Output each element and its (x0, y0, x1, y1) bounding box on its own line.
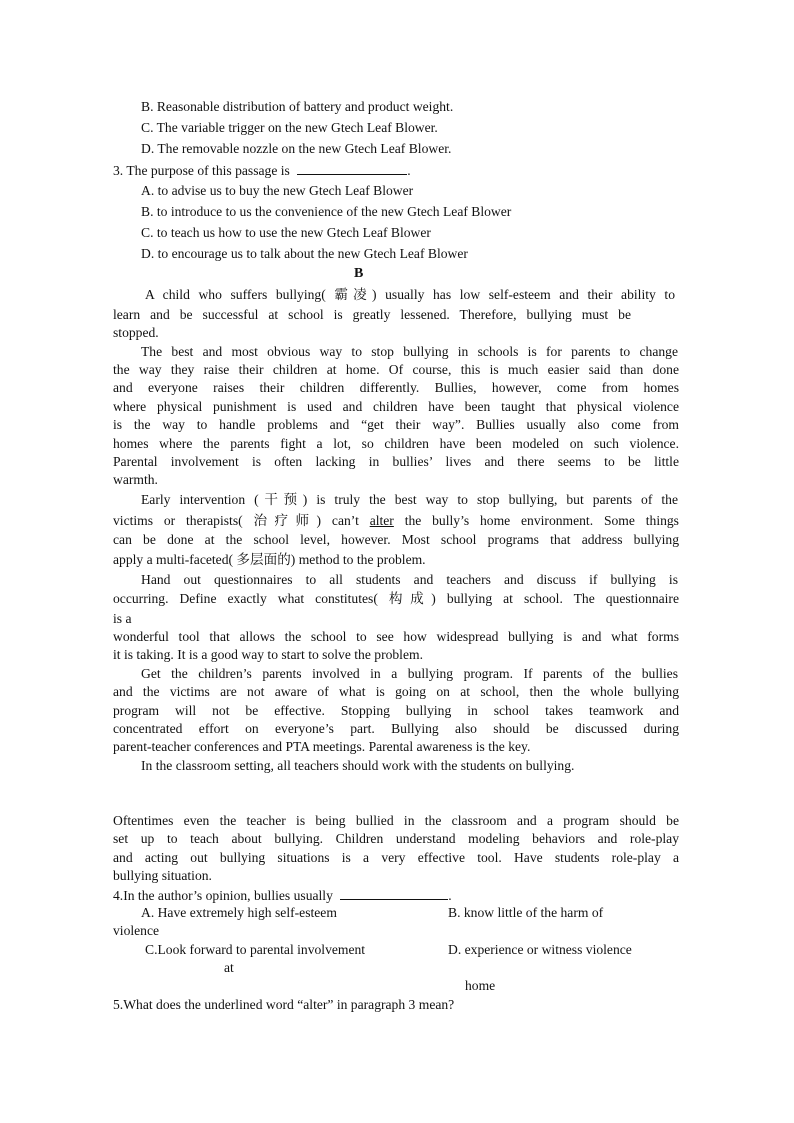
p2-line-5: is the way to handle problems and “get their way”. Bullies usually also come from (113, 417, 679, 432)
p2-line-3: and everyone raises their children differently. Bullies, however, come from homes (113, 380, 679, 395)
q3-option-a: A. to advise us to buy the new Gtech Leaf Blower (141, 183, 414, 198)
p5-line-5: parent-teacher conferences and PTA meetings. Parental awareness is the key. (113, 739, 531, 754)
p7-line-3: and acting out bullying situations is a very effective tool. Have students role-play a (113, 850, 679, 865)
p7-line-4: bullying situation. (113, 868, 212, 883)
p5-line-4: concentrated effort on everyone’s part. Bullying also should be discussed during (113, 721, 679, 736)
q4-option-d-at: at (224, 960, 234, 975)
p1-line-2: learn and be successful at school is greatly lessened. Therefore, bullying must be (113, 307, 631, 322)
q3-option-d: D. to encourage us to talk about the new Gtech Leaf Blower (141, 246, 468, 261)
p5-line-2: and the victims are not aware of what is going on at school, then the whole bullying (113, 684, 679, 699)
answer-blank (340, 886, 448, 900)
p2-line-2: the way they raise their children at home. Of course, this is much easier said than done (113, 362, 679, 377)
q4-option-a: A. Have extremely high self-esteem (141, 905, 337, 920)
p5-line-1: Get the children’s parents involved in a bullying program. If parents of the bullies (141, 666, 678, 681)
section-heading: B (354, 266, 364, 281)
q4-stem (113, 886, 452, 905)
p2-line-1: The best and most obvious way to stop bullying in schools is for parents to change (141, 344, 678, 359)
q2-option-d: D. The removable nozzle on the new Gtech Leaf Blower. (141, 141, 452, 156)
p3-line-2-pre: victims or therapists( 治疗师) can’t (113, 513, 359, 528)
q4-stem-text: 4.In the author’s opinion, bullies usually (113, 888, 333, 903)
q4-option-d: D. experience or witness violence (448, 942, 632, 957)
p4-line-5: it is taking. It is a good way to start to solve the problem. (113, 647, 423, 662)
p7-line-1: Oftentimes even the teacher is being bullied in the classroom and a program should be (113, 813, 679, 828)
p1-line-1: A child who suffers bullying( 霸凌) usually has low self-esteem and their ability to (145, 287, 675, 302)
q4-option-c: C.Look forward to parental involvement (145, 942, 366, 957)
p3-line-4: apply a multi-faceted( 多层面的) method to the problem. (113, 552, 426, 567)
q4-option-b-continued: violence (113, 923, 160, 938)
q5-stem: 5.What does the underlined word “alter” in paragraph 3 mean? (113, 997, 455, 1012)
answer-blank (297, 161, 407, 175)
p2-line-4: where physical punishment is used and children have been taught that physical violence (113, 399, 679, 414)
p3-line-1: Early intervention (干预) is truly the best way to stop bullying, but parents of the (141, 492, 678, 507)
q3-stem-end: . (407, 163, 411, 178)
q3-option-c: C. to teach us how to use the new Gtech Leaf Blower (141, 225, 431, 240)
p3-line-2 (113, 512, 679, 530)
p4-line-3: is a (113, 611, 132, 626)
p2-line-8: warmth. (113, 472, 158, 487)
q3-stem (113, 161, 411, 180)
p3-line-3: can be done at the school level, however. Most school programs that address bullying (113, 532, 679, 547)
p4-line-4: wonderful tool that allows the school to see how widespread bullying is and what forms (113, 629, 679, 644)
q3-stem-text: 3. The purpose of this passage is (113, 163, 290, 178)
q4-stem-end: . (448, 888, 452, 903)
q2-option-c: C. The variable trigger on the new Gtech Leaf Blower. (141, 120, 438, 135)
p5-line-3: program will not be effective. Stopping bullying in school takes teamwork and (113, 703, 679, 718)
q2-option-b: B. Reasonable distribution of battery and product weight. (141, 99, 454, 114)
q3-option-b: B. to introduce to us the convenience of the new Gtech Leaf Blower (141, 204, 512, 219)
p2-line-7: Parental involvement is often lacking in bullies’ lives and there seems to be little (113, 454, 679, 469)
underlined-word: alter (369, 513, 394, 528)
p4-line-1: Hand out questionnaires to all students and teachers and discuss if bullying is (141, 572, 678, 587)
p1-line-3: stopped. (113, 325, 159, 340)
q4-option-d-home: home (465, 978, 496, 993)
p7-line-2: set up to teach about bullying. Children understand modeling behaviors and role-play (113, 831, 679, 846)
q4-option-b: B. know little of the harm of (448, 905, 604, 920)
p3-line-2-post: the bully’s home environment. Some things (404, 513, 679, 528)
p4-line-2: occurring. Define exactly what constitutes( 构成) bullying at school. The questionnaire (113, 591, 679, 606)
p6-line-1: In the classroom setting, all teachers should work with the students on bullying. (141, 758, 575, 773)
p2-line-6: homes where the parents fight a lot, so children have been modeled on such violence. (113, 436, 679, 451)
